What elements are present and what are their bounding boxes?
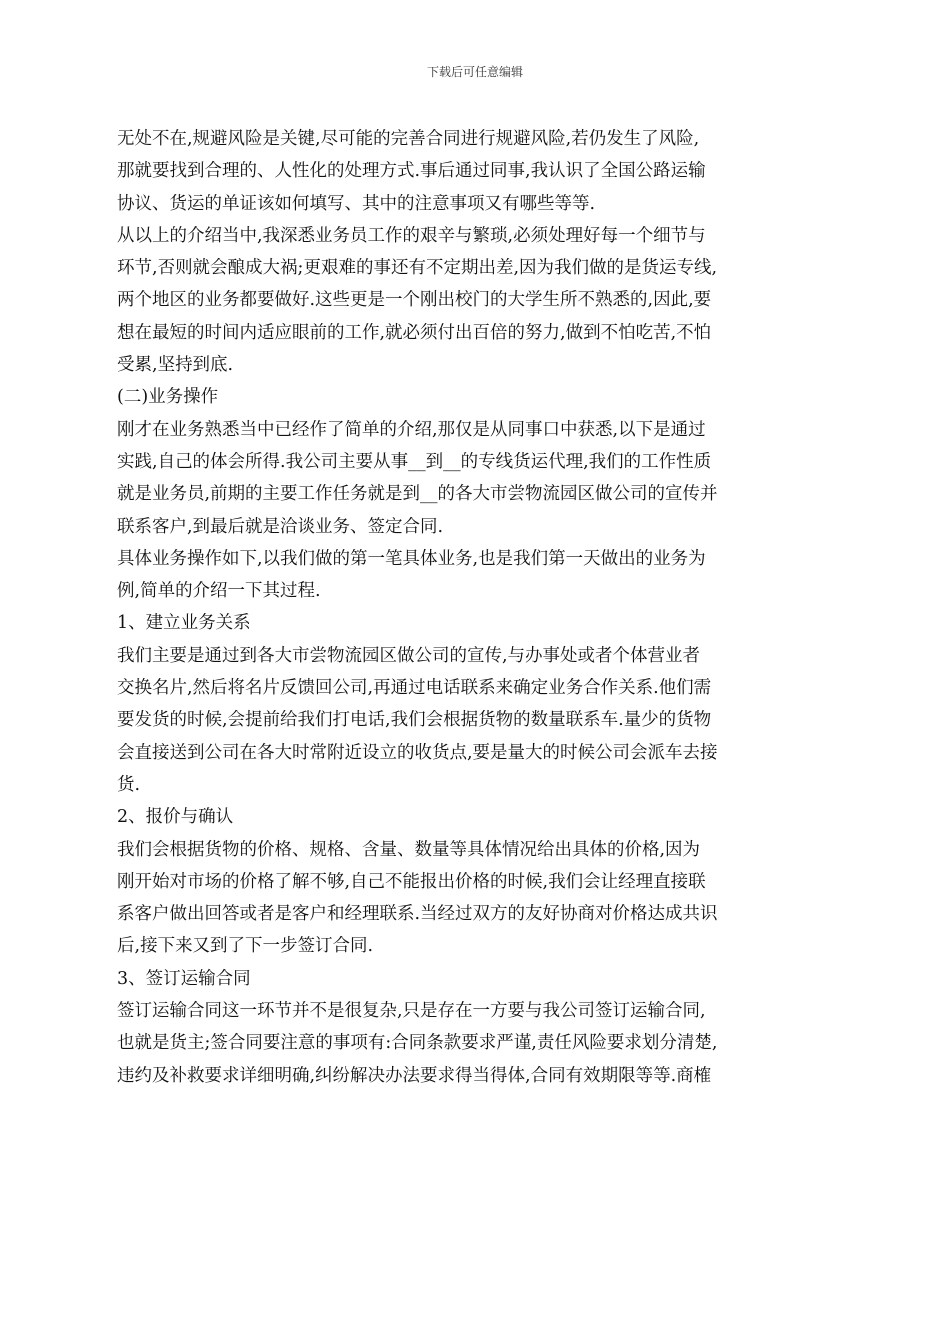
text-line: 签订运输合同这一环节并不是很复杂,只是存在一方要与我公司签订运输合同, [117,1001,706,1022]
text-line: 1、建立业务关系 [117,613,251,634]
text-line: 2、报价与确认 [117,807,234,828]
text-line: 那就要找到合理的、人性化的处理方式.事后通过同事,我认识了全国公路运输 [117,161,706,182]
text-line: 货. [117,774,141,795]
text-line: 刚才在业务熟悉当中已经作了简单的介绍,那仅是从同事口中获悉,以下是通过 [117,419,706,440]
text-line: 后,接下来又到了下一步签订合同. [117,936,374,957]
text-line: 环节,否则就会酿成大祸;更艰难的事还有不定期出差,因为我们做的是货运专线, [117,258,718,279]
text-line: 实践,自己的体会所得.我公司主要从事__到__的专线货运代理,我们的工作性质 [117,451,712,472]
text-line: 就是业务员,前期的主要工作任务就是到__的各大市尝物流园区做公司的宣传并 [117,484,718,505]
text-line: 从以上的介绍当中,我深悉业务员工作的艰辛与繁琐,必须处理好每一个细节与 [117,225,706,246]
text-line: (二)业务操作 [117,387,219,408]
text-line: 要发货的时候,会提前给我们打电话,我们会根据货物的数量联系车.量少的货物 [117,710,712,731]
text-line: 我们会根据货物的价格、规格、含量、数量等具体情况给出具体的价格,因为 [117,839,701,860]
text-line: 无处不在,规避风险是关键,尽可能的完善合同进行规避风险,若仍发生了风险, [117,129,700,149]
text-line: 3、签订运输合同 [117,968,251,989]
text-line: 违约及补救要求详细明确,纠纷解决办法要求得当得体,合同有效期限等等.商榷 [117,1065,712,1086]
text-line: 也就是货主;签合同要注意的事项有:合同条款要求严谨,责任风险要求划分清楚, [117,1033,718,1054]
text-line: 两个地区的业务都要做好.这些更是一个刚出校门的大学生所不熟悉的,因此,要 [117,290,712,311]
text-line: 刚开始对市场的价格了解不够,自己不能报出价格的时候,我们会让经理直接联 [117,871,706,892]
document-body [117,123,817,1092]
text-line: 联系客户,到最后就是洽谈业务、签定合同. [117,516,444,537]
text-line: 协议、货运的单证该如何填写、其中的注意事项又有哪些等等. [117,193,596,214]
text-line: 我们主要是通过到各大市尝物流园区做公司的宣传,与办事处或者个体营业者 [117,645,701,666]
text-line: 系客户做出回答或者是客户和经理联系.当经过双方的友好协商对价格达成共识 [117,904,718,925]
page-header: 下载后可任意编辑 [426,65,523,79]
text-line: 会直接送到公司在各大时常附近设立的收货点,要是量大的时候公司会派车去接 [117,742,718,763]
text-line: 交换名片,然后将名片反馈回公司,再通过电话联系来确定业务合作关系.他们需 [117,678,712,699]
text-line: 受累,坚持到底. [117,355,234,376]
text-line: 例,简单的介绍一下其过程. [117,581,321,602]
text-line: 具体业务操作如下,以我们做的第一笔具体业务,也是我们第一天做出的业务为 [117,548,706,569]
text-line: 想在最短的时间内适应眼前的工作,就必须付出百倍的努力,做到不怕吃苦,不怕 [117,322,712,343]
